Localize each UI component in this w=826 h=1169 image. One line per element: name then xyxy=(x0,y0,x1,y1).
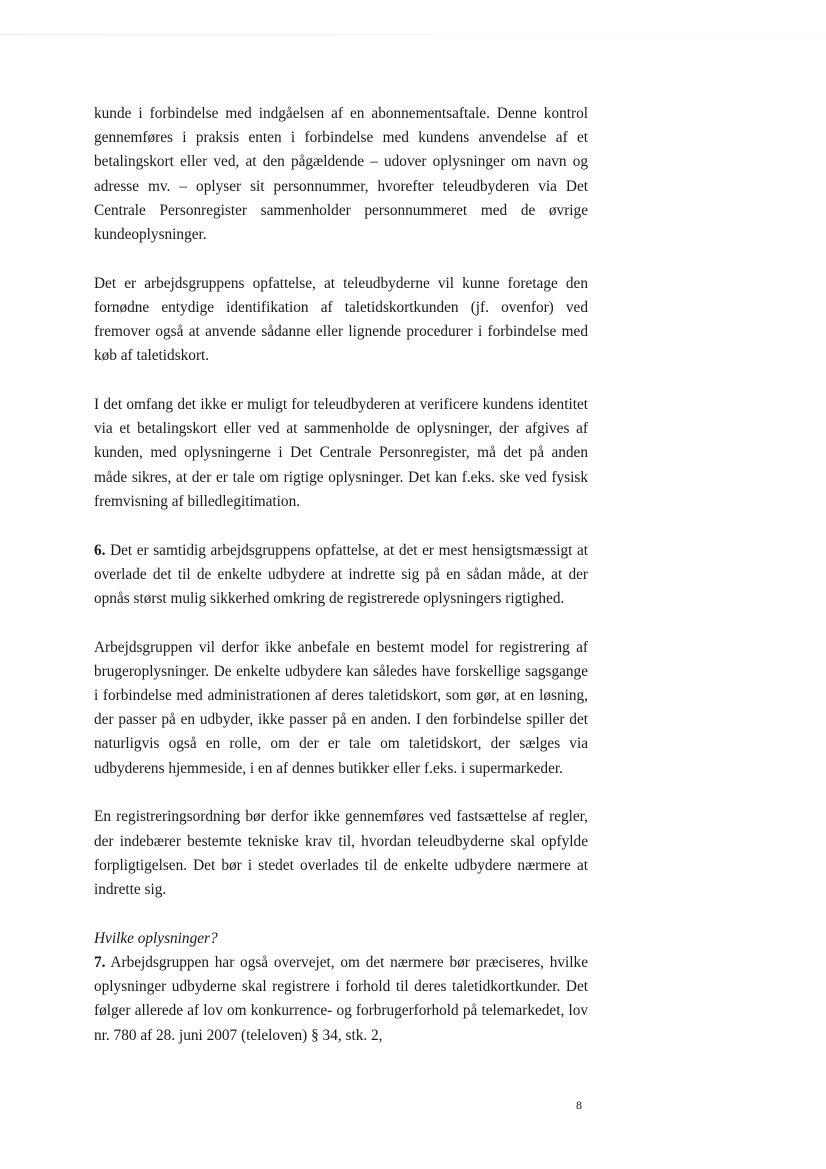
paragraph-gap xyxy=(94,611,588,636)
paragraph-number: 7. xyxy=(94,953,106,971)
paragraph-number: 6. xyxy=(94,541,106,559)
paragraph-gap xyxy=(94,247,588,272)
paragraph-text: Arbejdsgruppen har også overvejet, om det nærmere bør præciseres, hvilke oplysninger udbyderne skal registrere i forhold til deres taletidkortkunder. Det følger allerede af lov om konkurrence- og forbrugerforhold på telemarkedet, lov nr. 780 af 28. juni 2007 (teleloven) § 34, stk. 2, xyxy=(94,953,588,1044)
paragraph-gap xyxy=(94,781,588,806)
paragraph-continuation: kunde i forbindelse med indgåelsen af en abonnementsaftale. Denne kontrol gennemføres i praksis enten i forbindelse med kundens anvendelse af et betalingskort eller ved, at den pågældende – udover oplysninger om navn og adresse mv. – oplyser sit personnummer, hvorefter teleudbyderen via Det Centrale Personregister sammenholder personnummeret med de øvrige kundeoplysninger. xyxy=(94,105,588,244)
paragraph-gap xyxy=(94,514,588,539)
paragraph-gap xyxy=(94,902,588,927)
paragraph-registreringsordning: En registreringsordning bør derfor ikke gennemføres ved fastsættelse af regler, der indebærer bestemte tekniske krav til, hvordan teleudbyderne skal opfylde forpligtigelsen. Det bør i stedet overlades til de enkelte udbydere nærmere at indrette sig. xyxy=(94,808,588,898)
scan-artifact-line xyxy=(0,34,826,35)
paragraph-7 xyxy=(94,951,588,1048)
paragraph-gap xyxy=(94,369,588,394)
document-page xyxy=(94,102,588,1048)
paragraph-6 xyxy=(94,539,588,612)
section-subheading: Hvilke oplysninger? xyxy=(94,929,218,947)
paragraph-verificere-identitet: I det omfang det ikke er muligt for teleudbyderen at verificere kundens identitet via et betalingskort eller ved at sammenholde de oplysninger, der afgives af kunden, med oplysningerne i Det Centrale Personregister, må det på anden måde sikres, at der er tale om rigtige oplysninger. Det kan f.eks. ske ved fysisk fremvisning af billedlegitimation. xyxy=(94,396,588,510)
paragraph-arbejdsgruppens-opfattelse: Det er arbejdsgruppens opfattelse, at teleudbyderne vil kunne foretage den fornødne entydige identifikation af taletidskortkunden (jf. ovenfor) ved fremover også at anvende sådanne eller lignende procedurer i forbindelse med køb af taletidskort. xyxy=(94,274,588,365)
page-number: 8 xyxy=(576,1098,582,1112)
paragraph-ingen-bestemt-model: Arbejdsgruppen vil derfor ikke anbefale en bestemt model for registrering af brugeroplysninger. De enkelte udbydere kan således have forskellige sagsgange i forbindelse med administrationen af deres taletidskort, som gør, at en løsning, der passer på en udbyder, ikke passer på en anden. I den forbindelse spiller det naturligvis også en rolle, om der er tale om taletidskort, der sælges via udbyderens hjemmeside, i en af dennes butikker eller f.eks. i supermarkeder. xyxy=(94,638,588,777)
paragraph-text: Det er samtidig arbejdsgruppens opfattelse, at det er mest hensigtsmæssigt at overlade det til de enkelte udbydere at indrette sig på en sådan måde, at der opnås størst mulig sikkerhed omkring de registrerede oplysningers rigtighed. xyxy=(94,541,588,607)
